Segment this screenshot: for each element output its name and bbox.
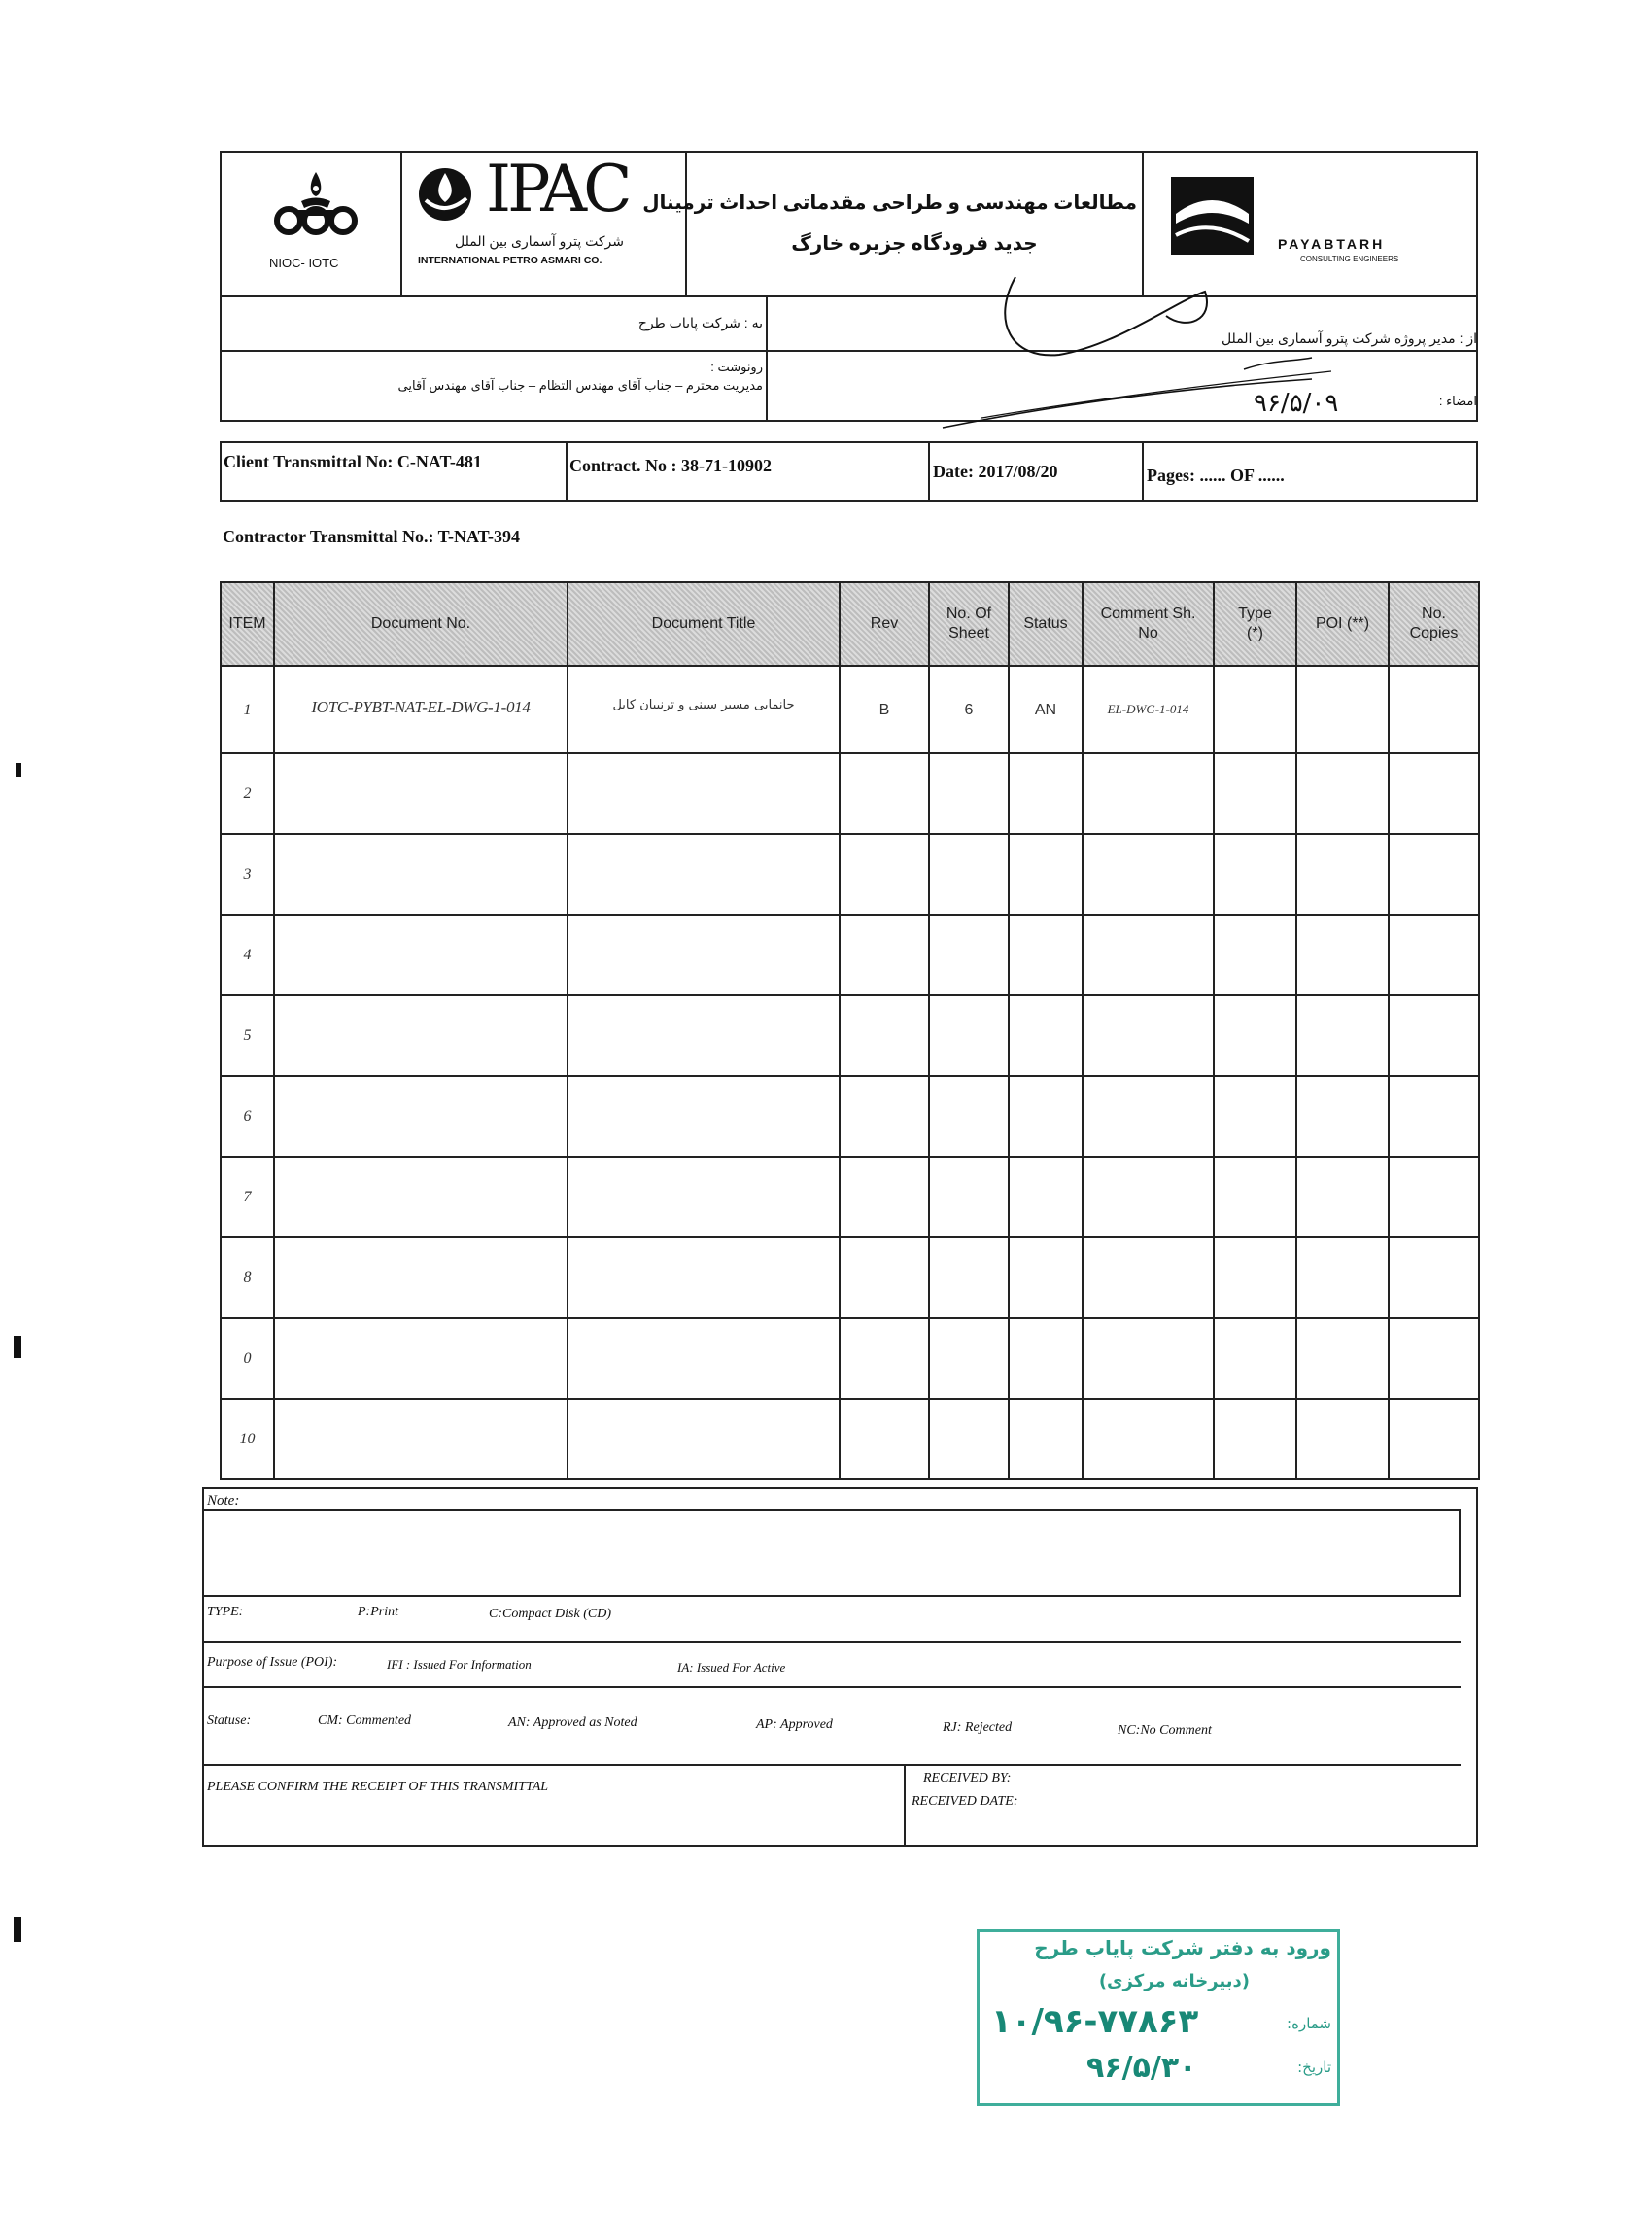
cell-doc-title: جانمایی مسیر سینی و ترنیبان کابل [568, 666, 840, 753]
info-divider-3 [1142, 441, 1144, 502]
project-title-line2: جدید فرودگاه جزیره خارگ [791, 233, 1038, 255]
poi-label: Purpose of Issue (POI): [207, 1655, 338, 1670]
contract-no: Contract. No : 38-71-10902 [569, 456, 772, 475]
cell-type [1214, 666, 1296, 753]
cell-comment: EL-DWG-1-014 [1083, 666, 1214, 753]
col-header-comment: Comment Sh. No [1083, 582, 1214, 666]
col-header-sheets: No. Of Sheet [929, 582, 1009, 666]
stamp-number-value: ۱۰/۹۶-۷۷۸۶۳ [991, 2002, 1199, 2041]
col-header-poi: POI (**) [1296, 582, 1389, 666]
table-row [221, 1237, 1479, 1318]
table-row [221, 1157, 1479, 1237]
cell-doc-no: IOTC-PYBT-NAT-EL-DWG-1-014 [274, 666, 568, 753]
nioc-label: NIOC- IOTC [269, 256, 339, 270]
table-row [221, 1076, 1479, 1157]
col-header-status: Status [1009, 582, 1083, 666]
status-label: Statuse: [207, 1714, 252, 1728]
table-row [221, 1318, 1479, 1399]
cell-item: 6 [221, 1076, 274, 1157]
cell-item: 3 [221, 834, 274, 915]
cell-item: 4 [221, 915, 274, 995]
cc-label: رونوشت : [710, 360, 763, 374]
from-sender: از : مدیر پروژه شرکت پترو آسماری بین الملل [1221, 330, 1477, 346]
table-row [221, 834, 1479, 915]
info-divider-2 [928, 441, 930, 502]
cell-rev: B [840, 666, 929, 753]
cell-poi [1296, 666, 1389, 753]
cell-status: AN [1009, 666, 1083, 753]
stamp-date-value: ۹۶/۵/۳۰ [1086, 2051, 1197, 2085]
transmittal-date: Date: 2017/08/20 [933, 462, 1058, 481]
signature-date: ۹۶/۵/۰۹ [1254, 389, 1339, 418]
col-header-doc-no: Document No. [274, 582, 568, 666]
stamp-line1: ورود به دفتر شرکت پایاب طرح [1034, 1936, 1331, 1959]
handwritten-signature [923, 262, 1419, 433]
status-rejected: RJ: Rejected [943, 1720, 1013, 1735]
status-approved: AP: Approved [756, 1717, 833, 1732]
poi-ia: IA: Issued For Active [677, 1660, 786, 1675]
punch-mark [14, 1917, 21, 1942]
ipac-logo-text: IPAC [486, 152, 629, 226]
punch-mark [14, 1336, 21, 1358]
note-box [202, 1509, 1461, 1597]
col-header-doc-title: Document Title [568, 582, 840, 666]
ipac-persian-name: شرکت پترو آسماری بین الملل [455, 233, 624, 249]
status-commented: CM: Commented [318, 1714, 412, 1728]
payabtarh-sub: CONSULTING ENGINEERS [1300, 255, 1399, 263]
address-divider-v [766, 295, 768, 422]
cell-item: 10 [221, 1399, 274, 1479]
table-row [221, 915, 1479, 995]
table-row [221, 666, 1479, 753]
receipt-stamp [977, 1929, 1340, 2106]
legend-divider-3 [202, 1764, 1461, 1766]
cc-text: مدیریت محترم – جناب آقای مهندس التظام – جناب آقای مهندس آقایی [397, 378, 763, 393]
info-divider-1 [566, 441, 568, 502]
type-label: TYPE: [207, 1605, 244, 1619]
col-header-copies: No. Copies [1389, 582, 1479, 666]
legend-divider-1 [202, 1641, 1461, 1643]
cell-item: 5 [221, 995, 274, 1076]
note-label: Note: [207, 1493, 240, 1508]
cell-item: 0 [221, 1318, 274, 1399]
received-date: RECEIVED DATE: [912, 1794, 1018, 1809]
signature-label: امضاء : [1438, 394, 1477, 408]
cell-copies [1389, 666, 1479, 753]
poi-ifi: IFI : Issued For Information [387, 1657, 532, 1672]
type-print: P:Print [358, 1605, 398, 1619]
type-cd: C:Compact Disk (CD) [489, 1607, 611, 1621]
pages-count: Pages: ...... OF ...... [1147, 466, 1285, 485]
cell-item: 8 [221, 1237, 274, 1318]
col-header-rev: Rev [840, 582, 929, 666]
nioc-logo-icon [267, 167, 364, 240]
col-header-item: ITEM [221, 582, 274, 666]
status-approved-noted: AN: Approved as Noted [508, 1715, 637, 1730]
legend-divider-4 [904, 1764, 906, 1847]
stamp-date-label: تاریخ: [1297, 2059, 1331, 2076]
cell-item: 2 [221, 753, 274, 834]
status-no-comment: NC:No Comment [1118, 1723, 1212, 1738]
client-transmittal-no: Client Transmittal No: C-NAT-481 [224, 452, 482, 471]
ipac-english-name: INTERNATIONAL PETRO ASMARI CO. [418, 255, 602, 266]
header-divider-1 [400, 151, 402, 297]
table-header-row [221, 582, 1479, 666]
punch-mark [16, 763, 21, 777]
table-row [221, 995, 1479, 1076]
payabtarh-logo-icon [1171, 177, 1254, 255]
payabtarh-name: PAYABTARH [1278, 236, 1386, 252]
cell-item: 1 [221, 666, 274, 753]
col-header-type: Type (*) [1214, 582, 1296, 666]
header-divider-2 [685, 151, 687, 297]
table-row [221, 1399, 1479, 1479]
project-title-line1: مطالعات مهندسی و طراحی مقدماتی احداث ترمینال [642, 192, 1137, 214]
legend-divider-2 [202, 1686, 1461, 1688]
table-row [221, 753, 1479, 834]
cell-sheets: 6 [929, 666, 1009, 753]
document-table [220, 581, 1480, 1480]
contractor-transmittal-no: Contractor Transmittal No.: T-NAT-394 [223, 527, 520, 546]
received-by: RECEIVED BY: [923, 1771, 1012, 1785]
to-recipient: به : شرکت پایاب طرح [637, 315, 763, 330]
ipac-drop-icon [416, 163, 482, 222]
stamp-number-label: شماره: [1287, 2015, 1331, 2032]
cell-item: 7 [221, 1157, 274, 1237]
confirm-receipt: PLEASE CONFIRM THE RECEIPT OF THIS TRANSMITTAL [207, 1780, 549, 1794]
stamp-line2: (دبیرخانه مرکزی) [1098, 1971, 1250, 1991]
